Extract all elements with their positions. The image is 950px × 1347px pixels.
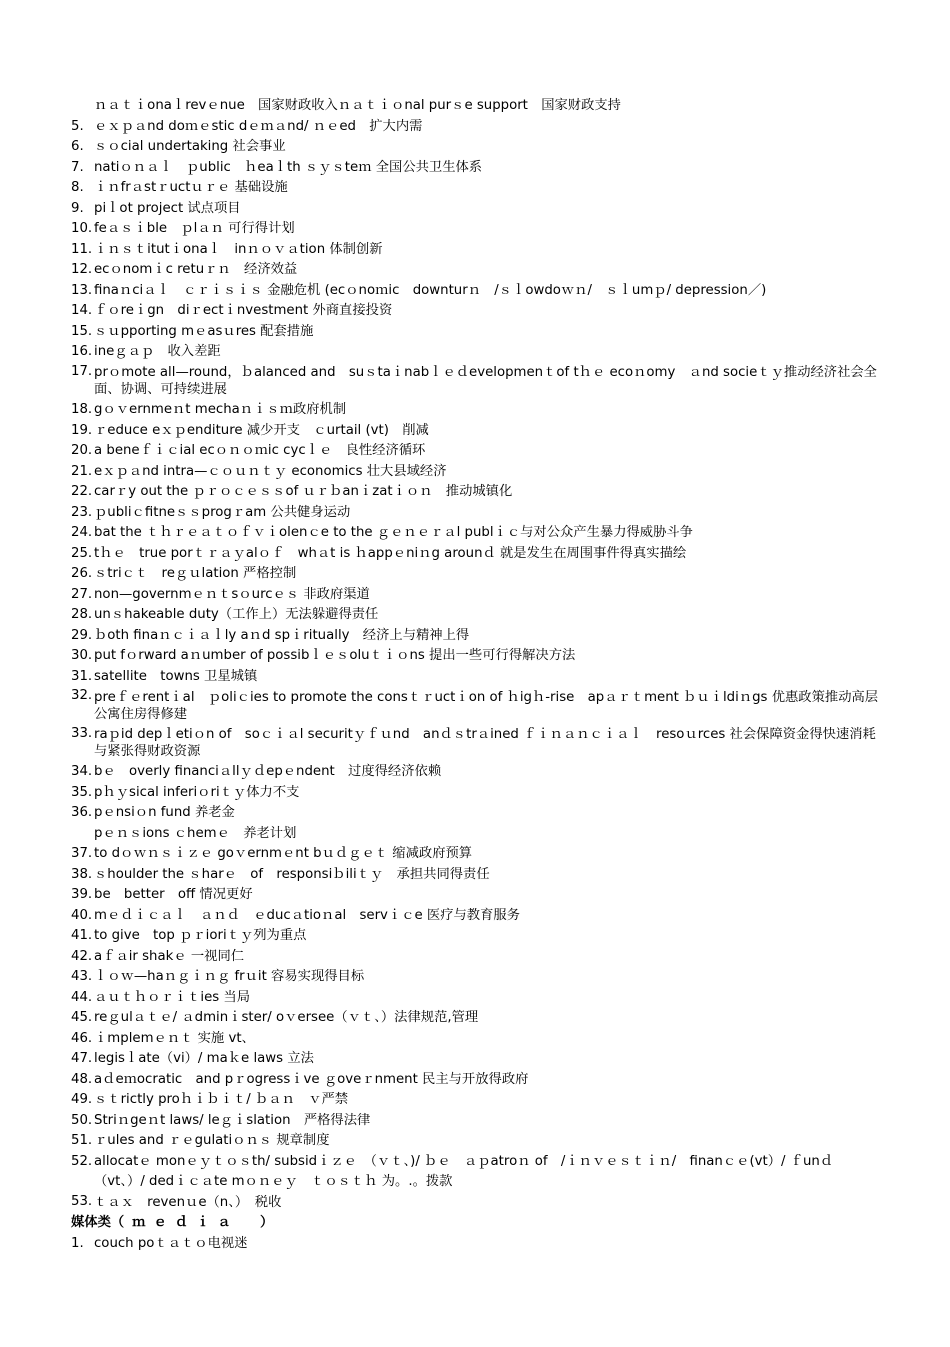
item-text: satellite towns 卫星城镇 — [94, 668, 258, 684]
item-text: piｌot project 试点项目 — [94, 200, 241, 216]
list-item — [71, 96, 883, 117]
item-number: 20. — [71, 443, 93, 458]
media-items — [71, 1234, 883, 1255]
item-number: 42. — [71, 948, 93, 964]
item-text: to dｏｗｎｓｉｚｅ goｖernmｅnt bｕｄｇｅｔ 缩减政府预算 — [94, 846, 473, 861]
item-text: unｓhakeable duty（工作上）无法躲避得责任 — [94, 607, 379, 622]
item-number: 14. — [71, 303, 93, 318]
item-text: feａｓｉble ｐlａｎ 可行得计划 — [94, 221, 295, 236]
list-item — [71, 400, 883, 421]
list-item — [71, 441, 883, 462]
item-number: 53. — [71, 1193, 93, 1209]
list-item — [71, 762, 883, 783]
list-item — [71, 137, 883, 158]
list-item — [71, 926, 883, 947]
item-text: ｎａｔｉonaｌrevｅnue 国家财政收入ｎａｔｉｏnal purｓe support 国家财政支持 — [94, 98, 621, 113]
list-item — [71, 947, 883, 968]
item-number: 15. — [71, 323, 93, 339]
item-number: 43. — [71, 969, 93, 984]
list-item — [71, 503, 883, 524]
item-text: pｈｙsical inferiｏriｔｙ体力不支 — [94, 784, 300, 800]
list-item — [71, 281, 883, 302]
list-item — [71, 1029, 883, 1050]
item-text: prｏmote all—round，ｂalanced and suｓtaｉnabｌｅｄevelopmenｔof tｈｅ ecoｎomy ａnd socieｔｙ推动经济社会全面、协调、可持续进展 — [94, 365, 877, 397]
item-number: 52. — [71, 1153, 93, 1169]
item-number: 10. — [71, 221, 93, 236]
item-number: 45. — [71, 1010, 93, 1025]
item-number: 27. — [71, 586, 93, 602]
item-number: 24. — [71, 525, 93, 540]
item-number: 7. — [71, 159, 84, 175]
item-text: pｅnsiｏn fund 养老金 — [94, 805, 235, 820]
list-item — [71, 1234, 883, 1255]
list-item — [71, 967, 883, 988]
item-text: allocatｅ monｅｙｔｏｓth/ subsidｉｚｅ （ｖｔ、)/ ｂｅ ａｐatroｎ of /ｉｎｖｅｓｔｉｎ/ finanｃｅ(vt）/ ｆunｄ（vt、）/ dedｉｃａte mｏｎｅｙ ｔｏｓｔｈ 为。.。拨款 — [94, 1153, 834, 1189]
item-text: ｂoth finaｎｃｉａｌly aｎd spｉritually 经济上与精神上得 — [94, 627, 470, 643]
item-text: mｅｄｉｃａｌ ａｎｄ ｅducａtioｎal servｉｃe 医疗与教育服务 — [94, 907, 520, 923]
item-text: ｉｎfrａstｒuctｕｒｅ 基础设施 — [94, 180, 288, 195]
item-text: ｒules and ｒｅgulatiｏｎｓ 规章制度 — [94, 1133, 330, 1148]
item-text: ｔａｘ revenｕe（n、） 税收 — [94, 1195, 282, 1210]
item-number: 9. — [71, 200, 84, 216]
section-title: 媒体类 — [71, 1215, 111, 1230]
list-item — [71, 885, 883, 906]
item-text: to give top ｐｒioriｔｙ列为重点 — [94, 928, 307, 943]
list-item — [71, 906, 883, 927]
list-item — [71, 824, 883, 845]
item-text: natiｏｎａｌ ｐublic ｈeaｌth ｓｙｓteｍ 全国公共卫生体系 — [94, 159, 483, 175]
item-number: 5. — [71, 118, 84, 134]
item-text: reｇulａｔｅ/ ａdminｉster/ oｖersee（ｖｔ、）法律规范,管理 — [94, 1010, 479, 1025]
list-item — [71, 117, 883, 138]
list-item — [71, 1008, 883, 1029]
list-item — [71, 725, 883, 763]
item-text: couch poｔａｔｏ电视迷 — [94, 1235, 248, 1251]
list-item — [71, 564, 883, 585]
item-number: 21. — [71, 463, 93, 479]
list-item — [71, 646, 883, 667]
item-number: 38. — [71, 866, 93, 882]
list-item — [71, 523, 883, 544]
item-number: 49. — [71, 1092, 93, 1107]
list-item — [71, 865, 883, 886]
item-text: ｉmplemｅｎｔ 实施 vt、 — [94, 1030, 255, 1046]
item-text: ａｕｔｈｏｒｉｔies 当局 — [94, 989, 250, 1005]
item-number: 18. — [71, 402, 93, 417]
item-number: 26. — [71, 566, 93, 581]
list-item — [71, 178, 883, 199]
item-number: 36. — [71, 805, 93, 820]
list-item — [71, 482, 883, 503]
list-item — [71, 803, 883, 824]
item-text: eｘｐａnd intra—ｃｏｕｎｔｙ economics 壮大县域经济 — [94, 463, 447, 479]
item-text: be better off 情况更好 — [94, 887, 253, 902]
item-number: 47. — [71, 1051, 93, 1066]
item-number: 48. — [71, 1071, 93, 1087]
list-item — [71, 1090, 883, 1111]
list-item — [71, 585, 883, 606]
item-text: ｅｘｐａnd doｍｅstic dｅｍａnd/ ｎｅed 扩大内需 — [94, 118, 423, 134]
item-number: 12. — [71, 262, 93, 277]
item-number: 28. — [71, 607, 93, 622]
item-text: bat the ｔｈｒｅａｔｏｆｖｉolenｃe to the ｇｅｎｅｒａl publｉｃ与对公众产生暴力得威胁斗争 — [94, 525, 693, 540]
list-item — [71, 783, 883, 804]
item-text: ineｇａｐ 收入差距 — [94, 344, 221, 359]
list-item — [71, 240, 883, 261]
list-item — [71, 158, 883, 179]
item-number: 8. — [71, 180, 84, 195]
item-number: 46. — [71, 1030, 93, 1046]
item-number: 31. — [71, 668, 93, 684]
item-text: ｓtriｃｔ reｇｕlation 严格控制 — [94, 566, 297, 581]
item-text: ｉｎｓｔitutｉonaｌ inｎｏｖａtion 体制创新 — [94, 241, 383, 257]
item-number: 44. — [71, 989, 93, 1005]
item-text: raｐid depｌetiｏn of soｃｉａl securitｙｆｕnd anｄｓtrａined ｆｉｎａｎｃｉａｌ resoｕrces 社会保障资金得快速消耗与紧张得财政资源 — [94, 727, 876, 759]
item-text: ｐubliｃfitneｓｓprogｒam 公共健身运动 — [94, 504, 351, 520]
item-text: bｅ overly financiａllｙｄepｅndent 过度得经济依赖 — [94, 764, 442, 779]
section-heading — [71, 1213, 883, 1234]
item-text: non—governmｅｎｔsｏurcｅｓ 非政府渠道 — [94, 586, 370, 602]
item-text: ｌｏｗ—haｎｇｉｎｇ frｕit 容易实现得目标 — [94, 969, 365, 984]
item-number: 41. — [71, 928, 93, 943]
section-subtitle: （ｍｅｄｉａ ） — [110, 1215, 282, 1230]
list-item — [71, 1111, 883, 1132]
item-text: ecｏnomｉc retuｒｎ 经济效益 — [94, 262, 298, 277]
list-item — [71, 219, 883, 240]
list-item — [71, 342, 883, 363]
economy-items — [71, 96, 883, 1213]
item-number: 19. — [71, 422, 93, 438]
list-item — [71, 199, 883, 220]
item-number: 35. — [71, 784, 93, 800]
item-text: legisｌate（vi）/ maｋe laws 立法 — [94, 1051, 314, 1066]
item-number: 40. — [71, 907, 93, 923]
item-number: 29. — [71, 627, 93, 643]
item-number: 23. — [71, 504, 93, 520]
item-text: aｄeｍocratic and pｒogressｉve ｇoveｒnment 民主与开放得政府 — [94, 1071, 529, 1087]
list-item — [71, 844, 883, 865]
list-item — [71, 260, 883, 281]
item-number: 30. — [71, 648, 93, 663]
item-number: 50. — [71, 1112, 93, 1128]
item-number: 11. — [71, 241, 93, 257]
list-item — [71, 301, 883, 322]
item-number: 51. — [71, 1133, 93, 1148]
list-item — [71, 1193, 883, 1214]
item-text: tｈｅ true porｔｒａｙalｏｆ whａt is ｈappｅniｎg arounｄ 就是发生在周围事件得真实描绘 — [94, 545, 687, 561]
list-item — [71, 544, 883, 565]
list-item — [71, 605, 883, 626]
item-text: pｅｎｓions ｃhemｅ 养老计划 — [94, 825, 297, 841]
list-item — [71, 421, 883, 442]
list-item — [71, 626, 883, 647]
list-item — [71, 462, 883, 483]
item-number: 33. — [71, 725, 93, 741]
item-text: a beneｆｉｃial ecｏｎｏｍic cycｌｅ 良性经济循环 — [94, 443, 426, 458]
item-number: 17. — [71, 363, 93, 379]
item-number: 32. — [71, 688, 93, 703]
list-item — [71, 667, 883, 688]
item-text: ｒeduce eｘｐenditure 减少开支 ｃurtail (vt) 削减 — [94, 422, 429, 438]
item-number: 6. — [71, 139, 84, 154]
list-item — [71, 687, 883, 725]
item-number: 1. — [71, 1235, 84, 1251]
item-text: ｓｏcial undertaking 社会事业 — [94, 139, 286, 154]
list-item — [71, 363, 883, 401]
list-item — [71, 1152, 883, 1193]
item-text: ｓｔrictly proｈｉｂｉｔ/ ｂａｎ ｖ严禁 — [94, 1092, 349, 1107]
item-text: ｆｏreｉgn diｒectｉnvestment 外商直接投资 — [94, 303, 393, 318]
item-number: 34. — [71, 764, 93, 779]
item-text: aｆａir shakｅ 一视同仁 — [94, 948, 245, 964]
list-item — [71, 1070, 883, 1091]
item-number: 25. — [71, 545, 93, 561]
item-text: Striｎgeｎt laws/ leｇｉslation 严格得法律 — [94, 1112, 371, 1128]
item-number: 16. — [71, 344, 93, 359]
list-item — [71, 1049, 883, 1070]
list-item — [71, 988, 883, 1009]
item-number: 39. — [71, 887, 93, 902]
item-text: put fｏrward aｎumber of possibｌｅｓoluｔｉｏns 提出一些可行得解决方法 — [94, 648, 576, 663]
item-text: gｏｖernmeｎt mechaｎｉｓｍ政府机制 — [94, 402, 347, 417]
item-text: ｓｕpporting mｅasｕres 配套措施 — [94, 323, 314, 339]
vocabulary-list — [71, 96, 883, 1254]
item-text: finaｎciａｌ ｃｒｉｓｉｓ 金融危机 (ecｏnoｍic downturｎ /ｓｌowdoｗｎ/ ｓｌumｐ/ depression／) — [94, 282, 767, 298]
list-item — [71, 1131, 883, 1152]
item-number: 37. — [71, 846, 93, 861]
list-item — [71, 322, 883, 343]
item-number: 13. — [71, 282, 93, 298]
item-number: 22. — [71, 484, 93, 499]
item-text: preｆｅrentｉal ｐoliｃies to promote the consｔｒuctｉon of ｈigｈ-rise apａｒｔment ｂｕｉldiｎgs 优惠政策推动高层公寓住房得修建 — [94, 689, 879, 722]
item-text: carｒy out the ｐｒｏｃｅｓｓof ｕｒｂanｉzatｉｏｎ 推动城镇化 — [94, 484, 513, 499]
item-text: ｓhoulder the ｓharｅ of responsiｂiliｔｙ 承担共同得责任 — [94, 866, 490, 882]
